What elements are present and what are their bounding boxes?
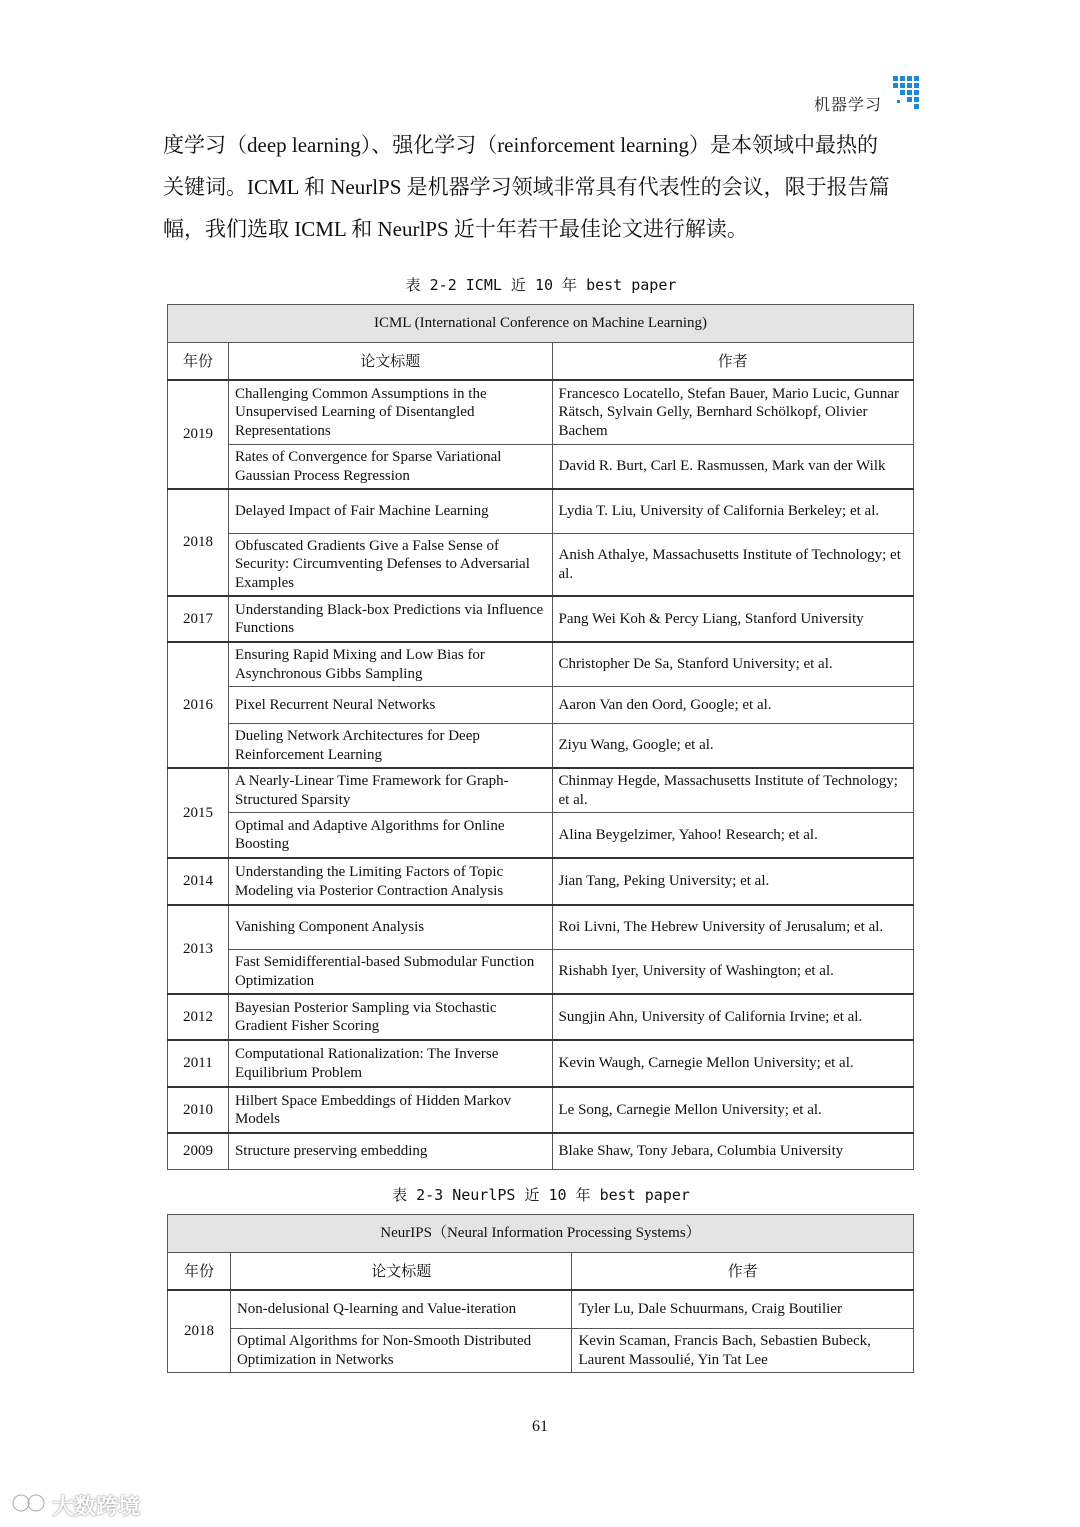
- table-row: [168, 724, 914, 769]
- paper-title-cell: Rates of Convergence for Sparse Variational Gaussian Process Regression: [228, 445, 552, 490]
- table-row: [168, 1133, 914, 1170]
- authors-cell: Chinmay Hegde, Massachusetts Institute of Technology; et al.: [552, 768, 913, 813]
- running-header: 机器学习: [813, 95, 882, 114]
- paper-title-cell: Optimal Algorithms for Non-Smooth Distributed Optimization in Networks: [230, 1329, 572, 1373]
- paper-title-cell: Hilbert Space Embeddings of Hidden Markov Models: [228, 1087, 552, 1133]
- paper-title-cell: Fast Semidifferential-based Submodular Function Optimization: [228, 950, 552, 995]
- table-row: [168, 1329, 914, 1373]
- paper-title-cell: A Nearly-Linear Time Framework for Graph-Structured Sparsity: [228, 768, 552, 813]
- authors-cell: Sungjin Ahn, University of California Irvine; et al.: [552, 994, 913, 1040]
- intro-line: 幅，我们选取 ICML 和 NeurlPS 近十年若干最佳论文进行解读。: [163, 217, 748, 241]
- authors-cell: Lydia T. Liu, University of California Berkeley; et al.: [552, 489, 913, 534]
- paper-title-cell: Optimal and Adaptive Algorithms for Online Boosting: [228, 813, 552, 859]
- authors-cell: Rishabh Iyer, University of Washington; et al.: [552, 950, 913, 995]
- table-row: [168, 489, 914, 534]
- paper-title-cell: Ensuring Rapid Mixing and Low Bias for Asynchronous Gibbs Sampling: [228, 642, 552, 687]
- header-title: 论文标题: [228, 343, 552, 381]
- table-row: [168, 642, 914, 687]
- paper-title-cell: Non-delusional Q-learning and Value-iteration: [230, 1290, 572, 1329]
- authors-cell: Kevin Scaman, Francis Bach, Sebastien Bubeck, Laurent Massoulié, Yin Tat Lee: [572, 1329, 914, 1373]
- authors-cell: Ziyu Wang, Google; et al.: [552, 724, 913, 769]
- year-cell: 2019: [168, 380, 229, 489]
- authors-cell: Tyler Lu, Dale Schuurmans, Craig Boutilier: [572, 1290, 914, 1329]
- table-row: [168, 994, 914, 1040]
- table-row: [168, 1290, 914, 1329]
- authors-cell: Le Song, Carnegie Mellon University; et al.: [552, 1087, 913, 1133]
- authors-cell: Kevin Waugh, Carnegie Mellon University; et al.: [552, 1040, 913, 1087]
- year-cell: 2017: [168, 596, 229, 642]
- paper-title-cell: Understanding Black-box Predictions via Influence Functions: [228, 596, 552, 642]
- paper-title-cell: Bayesian Posterior Sampling via Stochastic Gradient Fisher Scoring: [228, 994, 552, 1040]
- table-row: [168, 596, 914, 642]
- header-year: 年份: [168, 343, 229, 381]
- year-cell: 2018: [168, 489, 229, 596]
- table-row: [168, 1040, 914, 1087]
- table-row: [168, 858, 914, 905]
- paper-title-cell: Challenging Common Assumptions in the Unsupervised Learning of Disentangled Representations: [228, 380, 552, 445]
- header-authors: 作者: [552, 343, 913, 381]
- table-caption-neurips: 表 2-3 NeurlPS 近 10 年 best paper: [392, 1186, 690, 1204]
- intro-line: 关键词。ICML 和 NeurlPS 是机器学习领域非常具有代表性的会议，限于报告篇: [163, 175, 890, 199]
- table-row: [168, 1087, 914, 1133]
- year-cell: 2014: [168, 858, 229, 905]
- paper-title-cell: Computational Rationalization: The Inverse Equilibrium Problem: [228, 1040, 552, 1087]
- authors-cell: Jian Tang, Peking University; et al.: [552, 858, 913, 905]
- watermark-icon: [10, 1492, 50, 1514]
- paper-title-cell: Structure preserving embedding: [228, 1133, 552, 1170]
- authors-cell: Alina Beygelzimer, Yahoo! Research; et al.: [552, 813, 913, 859]
- authors-cell: Francesco Locatello, Stefan Bauer, Mario Lucic, Gunnar Rätsch, Sylvain Gelly, Bernhard Schölkopf, Olivier Bachem: [552, 380, 913, 445]
- year-cell: 2009: [168, 1133, 229, 1170]
- authors-cell: Pang Wei Koh & Percy Liang, Stanford University: [552, 596, 913, 642]
- paper-title-cell: Dueling Network Architectures for Deep Reinforcement Learning: [228, 724, 552, 769]
- year-cell: 2015: [168, 768, 229, 858]
- watermark-text: 大数跨境: [52, 1495, 141, 1520]
- header-title: 论文标题: [230, 1253, 572, 1291]
- paper-title-cell: Pixel Recurrent Neural Networks: [228, 687, 552, 724]
- authors-cell: Anish Athalye, Massachusetts Institute of Technology; et al.: [552, 534, 913, 597]
- paper-title-cell: Understanding the Limiting Factors of Topic Modeling via Posterior Contraction Analysis: [228, 858, 552, 905]
- table-title: ICML (International Conference on Machine Learning): [168, 305, 914, 343]
- intro-paragraph: [163, 124, 919, 250]
- authors-cell: Aaron Van den Oord, Google; et al.: [552, 687, 913, 724]
- table-row: [168, 905, 914, 950]
- year-cell: 2016: [168, 642, 229, 768]
- authors-cell: Roi Livni, The Hebrew University of Jerusalum; et al.: [552, 905, 913, 950]
- year-cell: 2013: [168, 905, 229, 994]
- year-cell: 2018: [168, 1290, 231, 1373]
- table-row: [168, 445, 914, 490]
- logo-icon: [893, 76, 919, 110]
- icml-best-paper-table: [167, 304, 914, 1170]
- table-row: [168, 813, 914, 859]
- paper-title-cell: Delayed Impact of Fair Machine Learning: [228, 489, 552, 534]
- table-title: NeurIPS（Neural Information Processing Systems）: [168, 1215, 914, 1253]
- paper-title-cell: Obfuscated Gradients Give a False Sense of Security: Circumventing Defenses to Adversarial Examples: [228, 534, 552, 597]
- paper-title-cell: Vanishing Component Analysis: [228, 905, 552, 950]
- authors-cell: David R. Burt, Carl E. Rasmussen, Mark van der Wilk: [552, 445, 913, 490]
- page-number: 61: [532, 1418, 548, 1435]
- header-authors: 作者: [572, 1253, 914, 1291]
- authors-cell: Christopher De Sa, Stanford University; et al.: [552, 642, 913, 687]
- authors-cell: Blake Shaw, Tony Jebara, Columbia University: [552, 1133, 913, 1170]
- table-caption-icml: 表 2-2 ICML 近 10 年 best paper: [405, 276, 677, 294]
- header-year: 年份: [168, 1253, 231, 1291]
- table-row: [168, 950, 914, 995]
- year-cell: 2012: [168, 994, 229, 1040]
- neurips-best-paper-table: [167, 1214, 914, 1373]
- year-cell: 2010: [168, 1087, 229, 1133]
- intro-line: 度学习（deep learning）、强化学习（reinforcement learning）是本领域中最热的: [163, 133, 879, 157]
- table-row: [168, 380, 914, 445]
- table-row: [168, 534, 914, 597]
- year-cell: 2011: [168, 1040, 229, 1087]
- table-row: [168, 768, 914, 813]
- table-row: [168, 687, 914, 724]
